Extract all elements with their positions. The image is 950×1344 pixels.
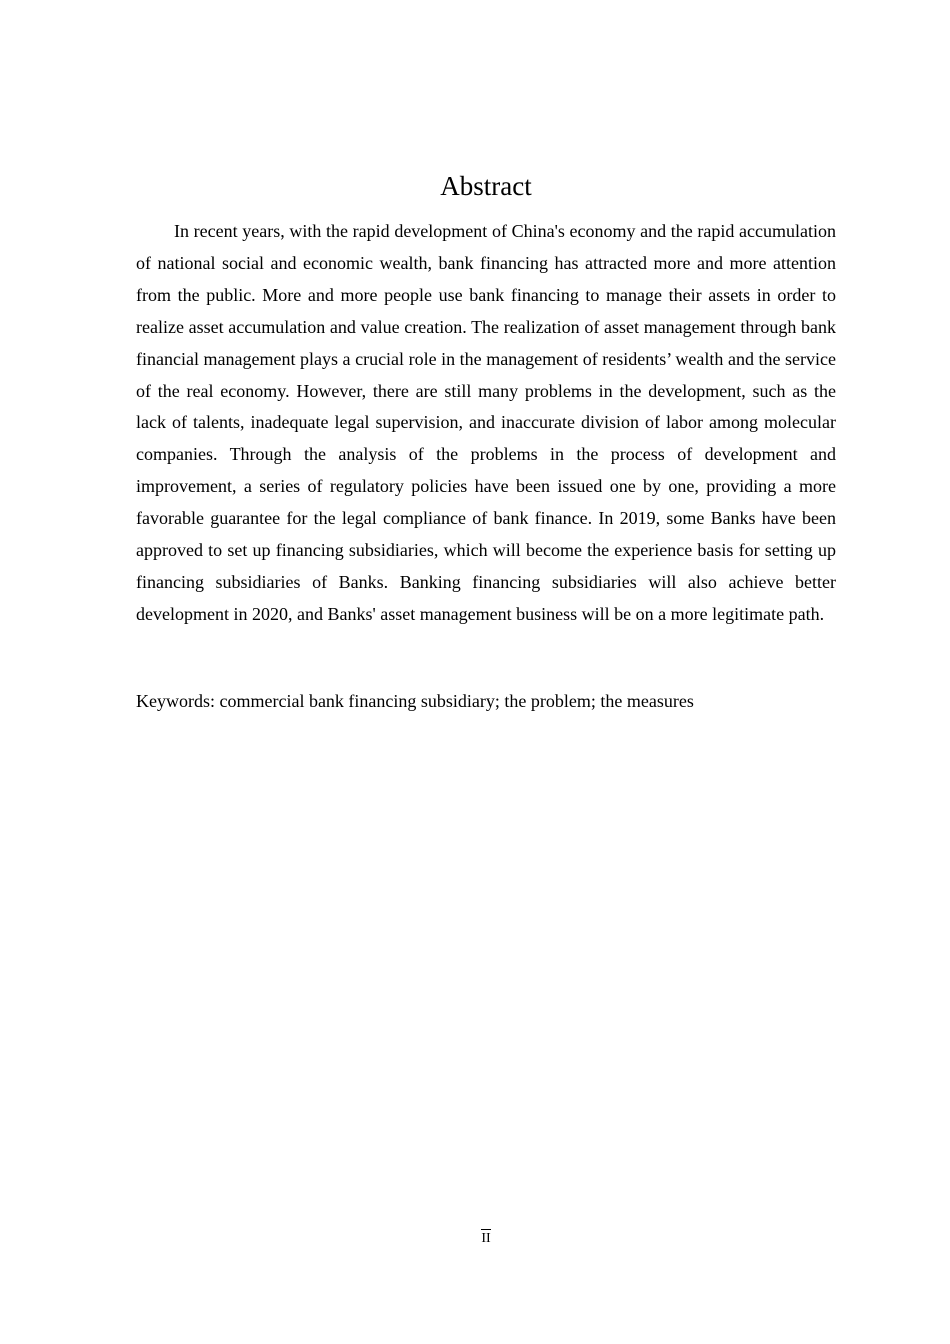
page-number-label: II	[481, 1231, 491, 1246]
keywords-line: Keywords: commercial bank financing subsidiary; the problem; the measures	[136, 691, 694, 711]
abstract-title: Abstract	[440, 171, 532, 201]
abstract-body: In recent years, with the rapid development of China's economy and the rapid accumulation of national social and economic wealth, bank financing has attracted more and more attention from the public. More and more people use bank financing to manage their assets in order to realize asset accumulation and value creation. The realization of asset management through bank financial management plays a crucial role in the management of residents’ wealth and the service of the real economy. However, there are still many problems in the development, such as the lack of talents, inadequate legal supervision, and inaccurate division of labor among molecular companies. Through the analysis of the problems in the process of development and improvement, a series of regulatory policies have been issued one by one, providing a more favorable guarantee for the legal compliance of bank finance. In 2019, some Banks have been approved to set up financing subsidiaries, which will become the experience basis for setting up financing subsidiaries of Banks. Banking financing subsidiaries will also achieve better development in 2020, and Banks' asset management business will be on a more legitimate path.	[136, 221, 836, 624]
page-number	[0, 1229, 950, 1249]
